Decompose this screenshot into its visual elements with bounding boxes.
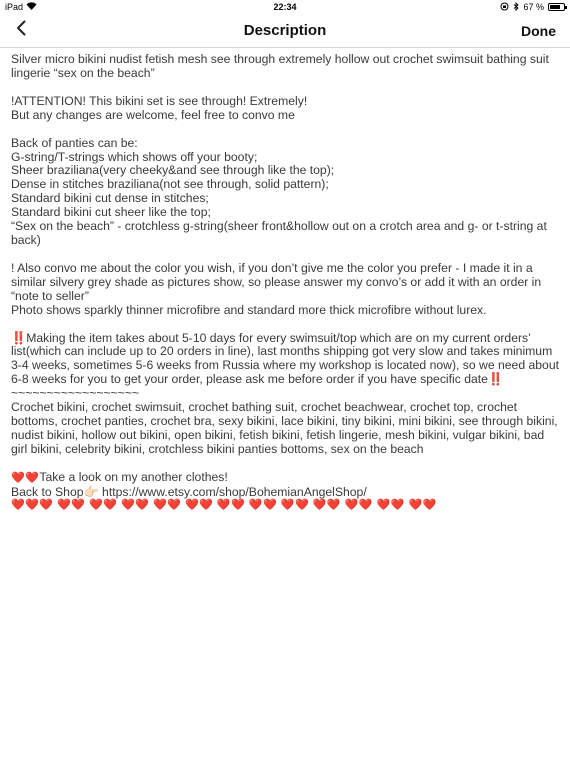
status-bar: [0, 0, 570, 14]
panties-options-paragraph: Back of panties can be: G-string/T-strings which shows off your booty; Sheer braziliana(very cheeky&and see through like the top); Dense in stitches braziliana(not see through, solid pattern); Standard bikini cut dense in stitches; Standard bikini cut sheer like the top; “Sex on the beach” - crotchless g-string(sheer front&hollow out on a crotch area and g- or t-string at back): [11, 135, 547, 247]
another-clothes-line: [11, 471, 561, 486]
color-note-paragraph: ! Also convo me about the color you wish, if you don’t give me the color you prefer - I made it in a similar silvery grey shade as pictures show, so please answer my convo’s or add it with an order in “note to seller” Photo shows sparkly thinner microfibre and standard more thick microfibre without lurex.: [11, 260, 542, 317]
description-title-paragraph: Silver micro bikini nudist fetish mesh see through extremely hollow out crochet swimsuit bathing suit lingerie “sex on the beach”: [11, 52, 553, 80]
heart-icon: ❤️❤️: [11, 471, 40, 484]
back-to-shop-link[interactable]: Back to Shop👉🏻 https://www.etsy.com/shop/BohemianAngelShop/: [11, 484, 367, 499]
double-exclamation-icon: ‼️: [11, 330, 27, 345]
chevron-left-icon: [16, 20, 26, 41]
status-left: [5, 2, 37, 12]
tilde-divider: ~~~~~~~~~~~~~~~~~~: [11, 386, 140, 401]
wifi-icon: [26, 2, 37, 12]
back-button[interactable]: [10, 18, 32, 42]
status-right: [500, 2, 565, 13]
description-body: [11, 53, 561, 513]
another-clothes-text: Take a look on my another clothes!: [39, 469, 228, 484]
bluetooth-icon: [513, 2, 519, 13]
done-button[interactable]: Done: [521, 23, 556, 39]
battery-icon: [548, 3, 565, 11]
attention-paragraph: !ATTENTION! This bikini set is see through! Extremely! But any changes are welcome, feel free to convo me: [11, 93, 308, 122]
shipping-time-paragraph: [11, 332, 561, 388]
shipping-time-text: Making the item takes about 5-10 days for every swimsuit/top which are on my current orders’ list(which can include up to 20 orders in line), last months shipping got very slow and takes minimum 3-4 weeks, sometimes 5-6 weeks from Russia where my workshop is located now), so we need about 6-8 weeks for you to get your order, please ask me before order if you have specific date: [11, 330, 563, 387]
rotation-lock-icon: [500, 2, 509, 13]
device-name: iPad: [5, 2, 24, 12]
page-title: Description: [243, 22, 327, 39]
keywords-paragraph: Crochet bikini, crochet swimsuit, crochet bathing suit, crochet beachwear, crochet top, crochet bottoms, crochet panties, crochet bra, sexy bikini, lace bikini, tiny bikini, mini bikini, see through bikini, nudist bikini, hollow out bikini, open bikini, fetish bikini, fetish lingerie, mesh bikini, vulgar bikini, bad girl bikini, celebrity bikini, crotchless bikini panties bottoms, sex on the beach: [11, 400, 562, 456]
navigation-bar: [0, 14, 570, 48]
hearts-row: ❤️❤️❤️ ❤️❤️ ❤️❤️ ❤️❤️ ❤️❤️ ❤️❤️ ❤️❤️ ❤️❤️ ❤️❤️ ❤️❤️ ❤️❤️ ❤️❤️ ❤️❤️: [11, 499, 437, 512]
double-exclamation-icon: ‼️: [487, 372, 504, 387]
status-time: 22:34: [273, 2, 297, 12]
battery-percent: 67 %: [523, 2, 544, 12]
